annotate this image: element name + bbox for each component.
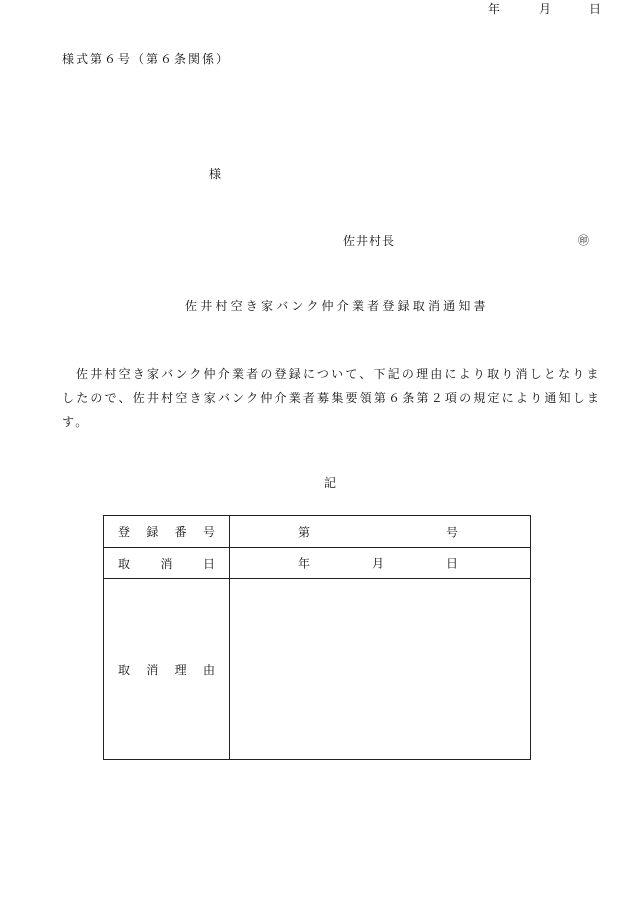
label-char: 由 <box>202 662 215 677</box>
sender-name: 佐井村長 <box>343 234 396 248</box>
date-month-label: 月 <box>539 2 552 16</box>
label-char: 番 <box>174 525 187 539</box>
date-year-label: 年 <box>488 2 501 16</box>
label-char: 理 <box>174 662 187 677</box>
form-number: 様式第６号（第６条関係） <box>62 52 231 66</box>
cancel-reason-label <box>104 579 230 760</box>
label-char: 登 <box>118 525 131 539</box>
recipient-honorific: 様 <box>209 167 222 181</box>
label-char: 号 <box>202 525 215 539</box>
cancel-reason-value <box>230 579 531 760</box>
seal-mark: ㊞ <box>578 234 589 247</box>
date-day-label: 日 <box>589 2 602 16</box>
cancel-date-value <box>230 548 531 579</box>
label-char: 日 <box>202 556 215 571</box>
cancel-day: 日 <box>446 556 459 571</box>
registration-number-label <box>104 516 230 548</box>
label-char: 取 <box>118 662 131 677</box>
cancel-year: 年 <box>298 556 311 571</box>
details-table <box>103 515 531 760</box>
document-title: 佐井村空き家バンク仲介業者登録取消通知書 <box>185 299 489 313</box>
registration-number-value <box>230 516 531 548</box>
reg-prefix: 第 <box>298 525 311 539</box>
body-paragraph: 佐井村空き家バンク仲介業者の登録について、下記の理由により取り消しとなりましたので、佐井村空き家バンク仲介業者募集要領第６条第２項の規定により通知します。 <box>62 367 602 429</box>
cancel-reason-row <box>104 579 531 760</box>
label-char: 消 <box>160 556 173 571</box>
cancel-month: 月 <box>372 556 385 571</box>
reg-suffix: 号 <box>446 525 459 539</box>
ki-heading: 記 <box>324 476 337 490</box>
label-char: 録 <box>146 525 159 539</box>
label-char: 取 <box>118 556 131 571</box>
cancel-date-row <box>104 548 531 579</box>
label-char: 消 <box>146 662 159 677</box>
registration-number-row <box>104 516 531 548</box>
cancel-date-label <box>104 548 230 579</box>
